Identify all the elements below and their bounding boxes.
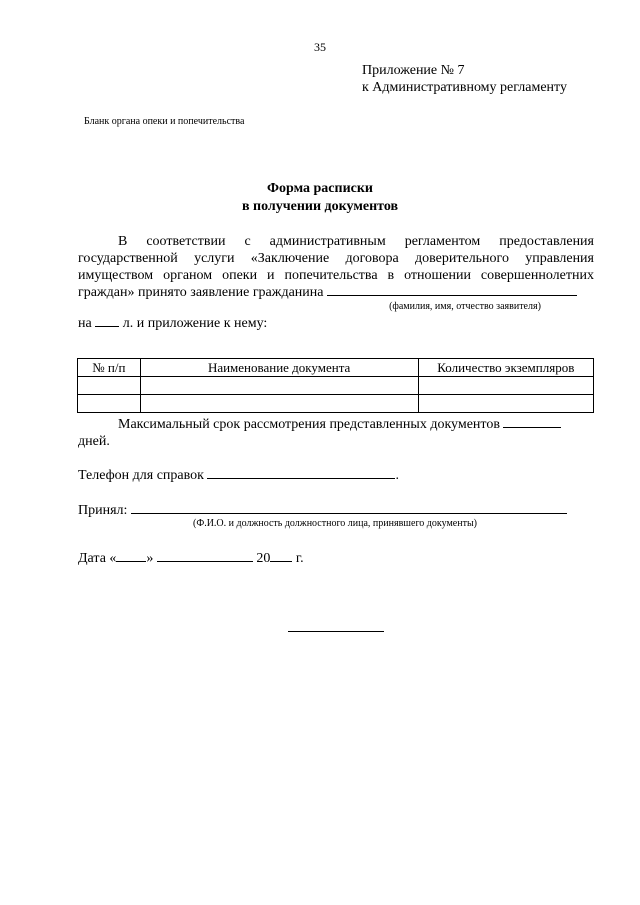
sheets-line: [78, 316, 267, 332]
table-cell[interactable]: [140, 377, 418, 395]
accepted-hint: (Ф.И.О. и должность должностного лица, принявшего документы): [192, 518, 478, 529]
paragraph-line-1: В соответствии с административным регламентом предоставления: [118, 234, 594, 249]
header-number: № п/п: [78, 359, 141, 377]
table-row: [78, 377, 594, 395]
page-number: 35: [314, 40, 326, 54]
accepted-line: [78, 503, 567, 519]
applicant-hint: (фамилия, имя, отчество заявителя): [389, 301, 541, 312]
date-line: [78, 551, 304, 567]
date-close-quote: »: [146, 551, 154, 566]
date-month-field[interactable]: [157, 561, 253, 562]
letterhead-label: Бланк органа опеки и попечительства: [84, 116, 245, 127]
documents-table: [77, 358, 594, 413]
table-cell[interactable]: [78, 395, 141, 413]
sheets-prefix: на: [78, 316, 92, 331]
form-subtitle: в получении документов: [241, 199, 399, 214]
max-term-line: [78, 416, 594, 433]
date-year-field[interactable]: [270, 561, 292, 562]
phone-end: .: [395, 468, 399, 483]
date-day-field[interactable]: [116, 561, 146, 562]
accepted-label: Принял:: [78, 503, 128, 518]
appendix-reference: к Административному регламенту: [362, 80, 567, 95]
phone-label: Телефон для справок: [78, 468, 204, 483]
date-label: Дата «: [78, 551, 117, 566]
date-year-prefix: 20: [256, 551, 271, 566]
applicant-name-field[interactable]: [327, 295, 577, 296]
sheets-suffix: л. и приложение к нему:: [122, 316, 268, 331]
form-title: Форма расписки: [266, 181, 374, 196]
table-row: [78, 395, 594, 413]
table-cell[interactable]: [418, 395, 593, 413]
table-cell[interactable]: [140, 395, 418, 413]
table-cell[interactable]: [78, 377, 141, 395]
max-term-days-field[interactable]: [503, 427, 561, 428]
main-paragraph: [78, 233, 594, 301]
applicant-label: граждан» принято заявление гражданина: [78, 285, 324, 300]
table-cell[interactable]: [418, 377, 593, 395]
phone-field[interactable]: [207, 478, 395, 479]
paragraph-line-2: государственной услуги «Заключение договора доверительного управления: [78, 251, 594, 266]
header-copies: Количество экземпляров: [418, 359, 593, 377]
paragraph-line-4: [78, 284, 594, 301]
accepted-by-field[interactable]: [131, 513, 567, 514]
footer-rule: [288, 631, 384, 632]
header-document-name: Наименование документа: [140, 359, 418, 377]
table-header-row: [78, 359, 594, 377]
date-year-suffix: г.: [295, 551, 304, 566]
sheets-count-field[interactable]: [95, 326, 119, 327]
max-term-suffix: дней.: [78, 434, 110, 449]
max-term-text: Максимальный срок рассмотрения представленных документов: [118, 417, 500, 432]
max-term-block: [78, 416, 594, 450]
appendix-number: Приложение № 7: [362, 63, 465, 78]
paragraph-line-3: имуществом органом опеки и попечительства в отношении совершеннолетних: [78, 268, 594, 283]
phone-line: [78, 468, 399, 484]
